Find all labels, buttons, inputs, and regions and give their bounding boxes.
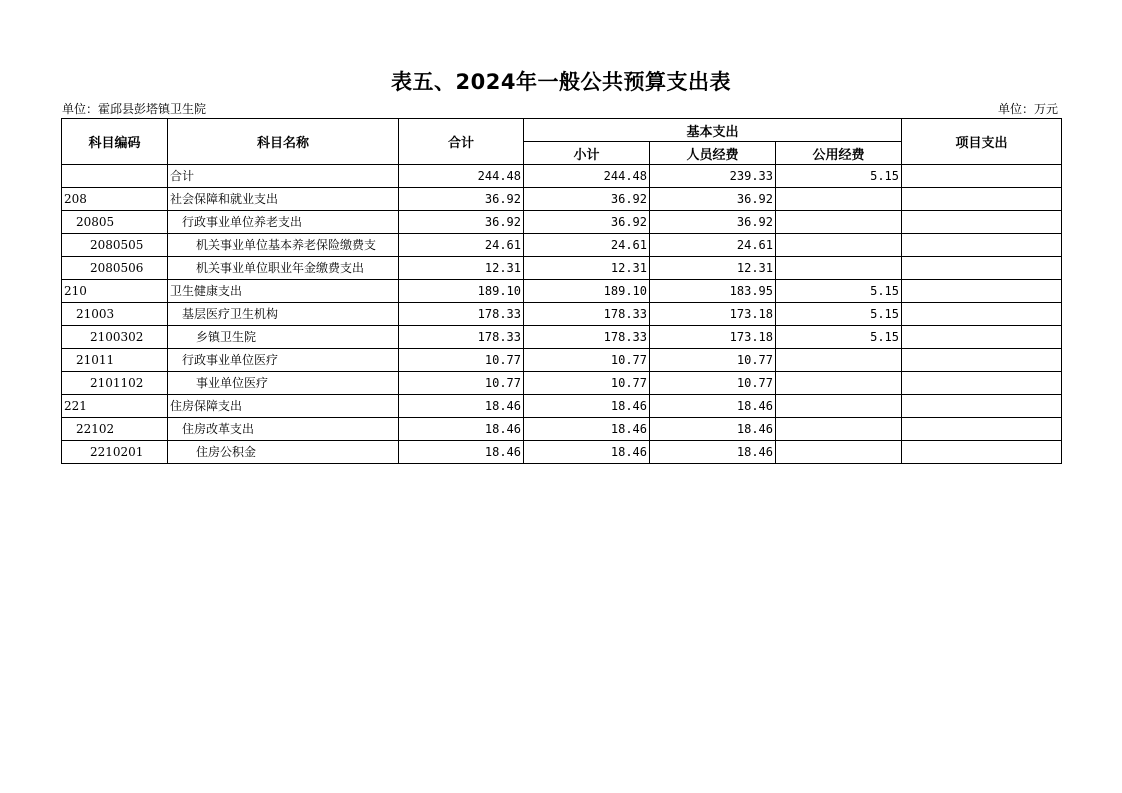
cell-project: [902, 395, 1062, 418]
header-basic: 基本支出: [524, 119, 902, 142]
cell-project: [902, 303, 1062, 326]
cell-code: 2080506: [62, 257, 168, 280]
cell-total: 18.46: [399, 395, 524, 418]
cell-name: 机关事业单位基本养老保险缴费支: [168, 234, 399, 257]
cell-personnel: 239.33: [650, 165, 776, 188]
table-row: [62, 211, 1062, 234]
cell-personnel: 173.18: [650, 303, 776, 326]
cell-subtotal: 10.77: [524, 372, 650, 395]
cell-project: [902, 418, 1062, 441]
budget-table: [61, 118, 1062, 464]
cell-personnel: 18.46: [650, 441, 776, 464]
table-row: [62, 418, 1062, 441]
cell-public: [776, 395, 902, 418]
cell-project: [902, 234, 1062, 257]
cell-project: [902, 372, 1062, 395]
cell-code: 21003: [62, 303, 168, 326]
cell-subtotal: 244.48: [524, 165, 650, 188]
unit-currency: 单位：万元: [997, 102, 1058, 116]
cell-personnel: 18.46: [650, 418, 776, 441]
cell-total: 24.61: [399, 234, 524, 257]
cell-total: 12.31: [399, 257, 524, 280]
cell-total: 10.77: [399, 349, 524, 372]
cell-subtotal: 12.31: [524, 257, 650, 280]
cell-code: 20805: [62, 211, 168, 234]
cell-project: [902, 326, 1062, 349]
cell-public: [776, 188, 902, 211]
cell-name: 基层医疗卫生机构: [168, 303, 399, 326]
header-name: 科目名称: [168, 119, 399, 165]
cell-code: 2080505: [62, 234, 168, 257]
cell-name: 住房公积金: [168, 441, 399, 464]
cell-public: 5.15: [776, 326, 902, 349]
cell-public: [776, 257, 902, 280]
cell-personnel: 18.46: [650, 395, 776, 418]
cell-code: 2210201: [62, 441, 168, 464]
cell-subtotal: 36.92: [524, 188, 650, 211]
cell-public: [776, 372, 902, 395]
cell-personnel: 24.61: [650, 234, 776, 257]
header-project: 项目支出: [902, 119, 1062, 165]
cell-code: 21011: [62, 349, 168, 372]
cell-project: [902, 349, 1062, 372]
cell-project: [902, 188, 1062, 211]
cell-name: 行政事业单位养老支出: [168, 211, 399, 234]
header-code: 科目编码: [62, 119, 168, 165]
cell-personnel: 10.77: [650, 372, 776, 395]
table-row: [62, 372, 1062, 395]
cell-public: 5.15: [776, 303, 902, 326]
cell-public: [776, 211, 902, 234]
cell-total: 178.33: [399, 326, 524, 349]
cell-subtotal: 24.61: [524, 234, 650, 257]
page-title: 表五、2024年一般公共预算支出表: [391, 70, 731, 94]
cell-subtotal: 189.10: [524, 280, 650, 303]
cell-subtotal: 36.92: [524, 211, 650, 234]
table-row: [62, 234, 1062, 257]
table-row: [62, 441, 1062, 464]
cell-name: 住房保障支出: [168, 395, 399, 418]
cell-public: [776, 349, 902, 372]
cell-personnel: 173.18: [650, 326, 776, 349]
header-total: 合计: [399, 119, 524, 165]
cell-total: 244.48: [399, 165, 524, 188]
cell-public: [776, 441, 902, 464]
cell-code: 221: [62, 395, 168, 418]
cell-subtotal: 178.33: [524, 326, 650, 349]
cell-name: 合计: [168, 165, 399, 188]
cell-subtotal: 18.46: [524, 418, 650, 441]
cell-code: 2101102: [62, 372, 168, 395]
cell-total: 178.33: [399, 303, 524, 326]
cell-total: 189.10: [399, 280, 524, 303]
cell-personnel: 183.95: [650, 280, 776, 303]
cell-personnel: 12.31: [650, 257, 776, 280]
cell-public: [776, 418, 902, 441]
header-subtotal: 小计: [524, 142, 650, 165]
cell-name: 住房改革支出: [168, 418, 399, 441]
cell-code: 22102: [62, 418, 168, 441]
cell-project: [902, 441, 1062, 464]
cell-name: 乡镇卫生院: [168, 326, 399, 349]
cell-personnel: 36.92: [650, 211, 776, 234]
cell-project: [902, 165, 1062, 188]
cell-name: 事业单位医疗: [168, 372, 399, 395]
cell-total: 36.92: [399, 211, 524, 234]
cell-total: 36.92: [399, 188, 524, 211]
cell-project: [902, 280, 1062, 303]
cell-total: 10.77: [399, 372, 524, 395]
cell-name: 行政事业单位医疗: [168, 349, 399, 372]
table-row: [62, 349, 1062, 372]
table-row: [62, 326, 1062, 349]
cell-name: 卫生健康支出: [168, 280, 399, 303]
cell-subtotal: 18.46: [524, 395, 650, 418]
cell-name: 社会保障和就业支出: [168, 188, 399, 211]
cell-project: [902, 257, 1062, 280]
cell-public: 5.15: [776, 280, 902, 303]
table-row: [62, 303, 1062, 326]
cell-code: 2100302: [62, 326, 168, 349]
cell-subtotal: 18.46: [524, 441, 650, 464]
cell-personnel: 10.77: [650, 349, 776, 372]
unit-organization: 单位：霍邱县彭塔镇卫生院: [62, 102, 207, 116]
cell-code: 210: [62, 280, 168, 303]
table-row: [62, 395, 1062, 418]
cell-personnel: 36.92: [650, 188, 776, 211]
table-row: [62, 188, 1062, 211]
cell-total: 18.46: [399, 418, 524, 441]
cell-name: 机关事业单位职业年金缴费支出: [168, 257, 399, 280]
table-row: [62, 280, 1062, 303]
table-row: [62, 257, 1062, 280]
cell-subtotal: 178.33: [524, 303, 650, 326]
cell-code: [62, 165, 168, 188]
cell-project: [902, 211, 1062, 234]
cell-total: 18.46: [399, 441, 524, 464]
table-body: [62, 165, 1062, 464]
header-personnel: 人员经费: [650, 142, 776, 165]
cell-public: 5.15: [776, 165, 902, 188]
cell-subtotal: 10.77: [524, 349, 650, 372]
header-public: 公用经费: [776, 142, 902, 165]
cell-code: 208: [62, 188, 168, 211]
table-row: [62, 165, 1062, 188]
cell-public: [776, 234, 902, 257]
